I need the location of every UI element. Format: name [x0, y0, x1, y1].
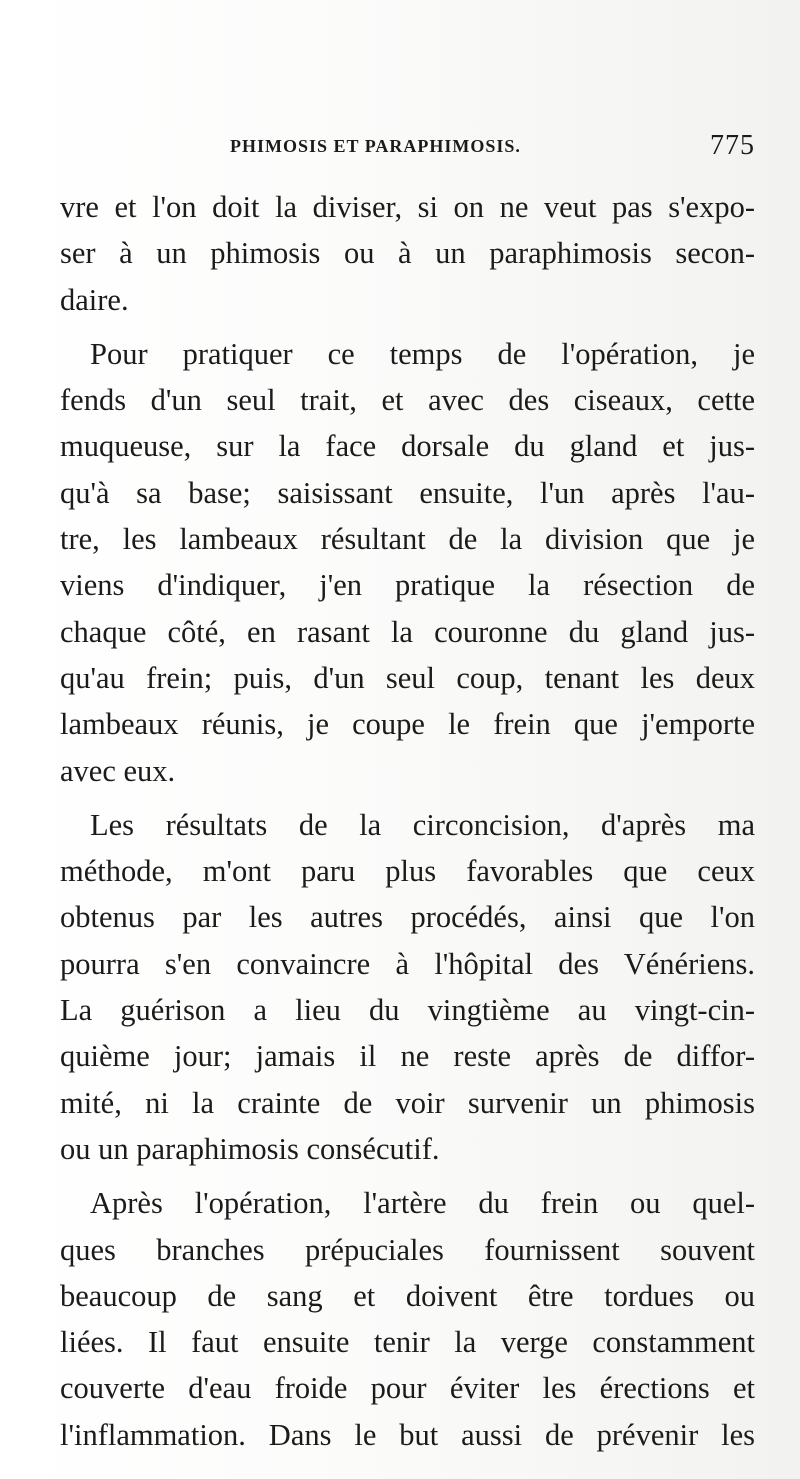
text-line: ser à un phimosis ou à un paraphimosis secon-: [60, 236, 755, 271]
text-line: avec eux.: [60, 753, 176, 788]
text-line: méthode, m'ont paru plus favorables que ceux: [60, 854, 755, 889]
text-line: l'inflammation. Dans le but aussi de prévenir les: [60, 1417, 755, 1452]
paragraph: [60, 184, 755, 323]
page-header: [60, 130, 755, 170]
text-line: beaucoup de sang et doivent être tordues ou: [60, 1278, 755, 1313]
text-line: tre, les lambeaux résultant de la division que je: [60, 522, 755, 557]
text-line: qu'à sa base; saisissant ensuite, l'un après l'au-: [60, 475, 755, 510]
text-line: lambeaux réunis, je coupe le frein que j'emporte: [60, 707, 755, 742]
text-line: daire.: [60, 282, 129, 317]
text-line: couverte d'eau froide pour éviter les érections et: [60, 1371, 755, 1406]
paragraph: [60, 1180, 755, 1458]
paragraph: [60, 331, 755, 794]
body-text: [60, 184, 755, 1458]
paragraph: [60, 802, 755, 1172]
text-line: obtenus par les autres procédés, ainsi que l'on: [60, 900, 755, 935]
text-line: mité, ni la crainte de voir survenir un phimosis: [60, 1085, 755, 1120]
text-line: Pour pratiquer ce temps de l'opération, je: [90, 336, 755, 371]
text-line: Les résultats de la circoncision, d'après ma: [90, 807, 755, 842]
text-line: vre et l'on doit la diviser, si on ne veut pas s'expo-: [60, 190, 755, 224]
text-line: chaque côté, en rasant la couronne du gland jus-: [60, 614, 755, 649]
text-line: La guérison a lieu du vingtième au vingt-cin-: [60, 993, 755, 1028]
text-line: viens d'indiquer, j'en pratique la résection de: [60, 568, 755, 603]
text-line: Après l'opération, l'artère du frein ou quel-: [90, 1186, 755, 1221]
text-line: fends d'un seul trait, et avec des ciseaux, cette: [60, 383, 755, 418]
running-title: PHIMOSIS ET PARAPHIMOSIS.: [230, 136, 521, 156]
text-line: muqueuse, sur la face dorsale du gland et jus-: [60, 429, 755, 464]
text-line: ou un paraphimosis consécutif.: [60, 1131, 440, 1166]
text-line: quième jour; jamais il ne reste après de diffor-: [60, 1039, 755, 1074]
text-line: liées. Il faut ensuite tenir la verge constamment: [60, 1325, 755, 1360]
text-line: pourra s'en convaincre à l'hôpital des Vénériens.: [60, 946, 755, 981]
text-line: ques branches prépuciales fournissent souvent: [60, 1232, 755, 1267]
page-number: 775: [710, 130, 755, 161]
text-line: qu'au frein; puis, d'un seul coup, tenant les deux: [60, 660, 755, 695]
